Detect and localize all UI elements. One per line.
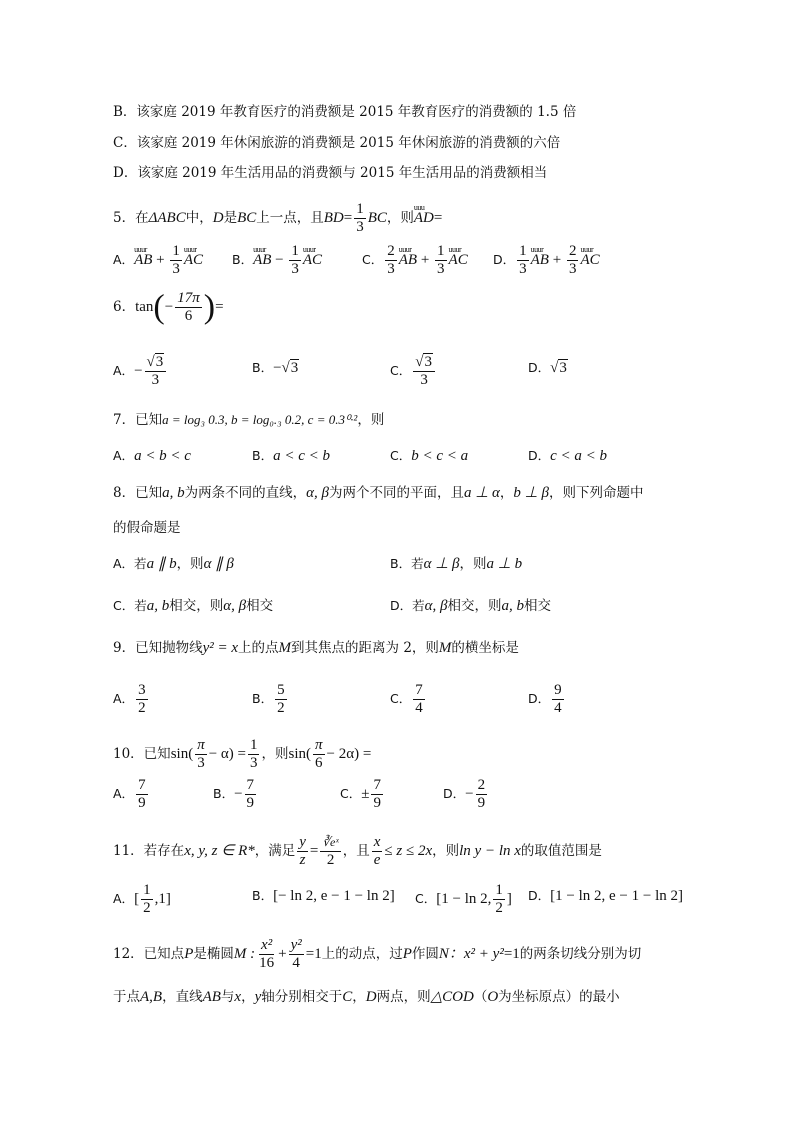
q10-option-a[interactable]: A． $\frac{7}{9}$: [113, 777, 146, 811]
q6-stem: 6．tan(− $\frac{17\pi}{6}$ )=: [113, 288, 224, 326]
q10-option-d[interactable]: D．− $\frac{2}{9}$: [443, 777, 486, 811]
q8-stem-line2: 的假命题是: [113, 520, 181, 536]
q11-option-a[interactable]: A．[ $\frac{1}{2}$ ,1]: [113, 882, 171, 916]
q6-option-b[interactable]: B．−√3: [252, 360, 299, 376]
q10-stem: 10．已知sin( $\frac{\pi}{3}$ − α) = $\frac{1}{3}$ ，则sin( $\frac{\pi}{6}$ − 2α) =: [113, 737, 372, 771]
q9-option-b[interactable]: B． $\frac{5}{2}$: [252, 682, 285, 716]
q7-option-d[interactable]: D．c < a < b: [528, 448, 608, 464]
q9-option-c[interactable]: C． $\frac{7}{4}$: [390, 682, 423, 716]
q11-option-b[interactable]: B．[− ln 2, e − 1 − ln 2]: [252, 888, 395, 904]
q8-option-c[interactable]: C．若a, b相交，则α, β相交: [113, 598, 274, 614]
q11-option-c[interactable]: C．[1 − ln 2, $\frac{1}{2}$ ]: [415, 882, 512, 916]
q11-option-d[interactable]: D．[1 − ln 2, e − 1 − ln 2]: [528, 888, 684, 904]
q9-stem: 9．已知抛物线y² = x上的点M到其焦点的距离为 2，则M的横坐标是: [113, 640, 519, 656]
q4-option-d: D．该家庭 2019 年生活用品的消费额与 2015 年生活用品的消费额相当: [113, 165, 548, 181]
q5-option-c[interactable]: C． $\frac{2}{3}$ uuur AB + $\frac{1}{3}$ uuur AC: [362, 243, 468, 278]
q10-option-b[interactable]: B．− $\frac{7}{9}$: [213, 777, 255, 811]
q5-option-b[interactable]: B．uuur AB − $\frac{1}{3}$ uuur AC: [232, 243, 322, 278]
q7-option-b[interactable]: B．a < c < b: [252, 448, 330, 464]
q8-option-d[interactable]: D．若α, β相交，则a, b相交: [390, 598, 551, 614]
q10-option-c[interactable]: C．± $\frac{7}{9}$: [340, 777, 381, 811]
q8-option-a[interactable]: A．若a ∥ b，则α ∥ β: [113, 556, 234, 572]
q7-stem: 7．已知a = log₃ 0.3, b = log₀.₃ 0.2, c = 0.3⁰·²，则: [113, 412, 385, 428]
q4-option-b: B．该家庭 2019 年教育医疗的消费额是 2015 年教育医疗的消费额的 1.5 倍: [113, 104, 577, 120]
q8-stem-line1: 8．已知a, b为两条不同的直线，α, β为两个不同的平面，且a ⊥ α，b ⊥ β，则下列命题中: [113, 485, 644, 501]
q5-option-d[interactable]: D． $\frac{1}{3}$ uuur AB + $\frac{2}{3}$ uuur AC: [493, 243, 600, 278]
q5-stem: 5．在ΔABC中，D是BC上一点，且BD= $\frac{1}{3}$ BC，则uuu AD=: [113, 201, 442, 236]
q6-option-a[interactable]: A．− $\frac{√3}{3}$: [113, 354, 168, 389]
q6-option-d[interactable]: D．√3: [528, 360, 567, 376]
q12-stem-line1: 12．已知点P是椭圆M : $\frac{\text{x²}}{16}$ + $\frac{\text{y²}}{4}$ =1上的动点，过P作圆N：x² + y²=1的两条切线分别为切: [113, 937, 642, 971]
q7-option-a[interactable]: A．a < b < c: [113, 448, 191, 464]
q11-stem: 11．若存在x, y, z ∈ R*，满足 $\frac{y}{z}$ = $\frac{\text{∛eˣ}}{2}$ ，且 $\frac{x}{e}$ ≤ z ≤ 2x，则ln y − ln x的取值范围是: [113, 834, 602, 868]
q9-option-d[interactable]: D． $\frac{9}{4}$: [528, 682, 562, 716]
q12-stem-line2: 于点A,B，直线AB与x，y轴分别相交于C，D两点，则△COD（O为坐标原点）的最小: [113, 989, 620, 1005]
q4-option-c: C．该家庭 2019 年休闲旅游的消费额是 2015 年休闲旅游的消费额的六倍: [113, 135, 561, 151]
q5-option-a[interactable]: A．uuur AB + $\frac{1}{3}$ uuur AC: [113, 243, 203, 278]
q9-option-a[interactable]: A． $\frac{3}{2}$: [113, 682, 146, 716]
q8-option-b[interactable]: B．若α ⊥ β，则a ⊥ b: [390, 556, 523, 572]
q6-option-c[interactable]: C． $\frac{√3}{3}$: [390, 354, 437, 389]
q7-option-c[interactable]: C．b < c < a: [390, 448, 469, 464]
